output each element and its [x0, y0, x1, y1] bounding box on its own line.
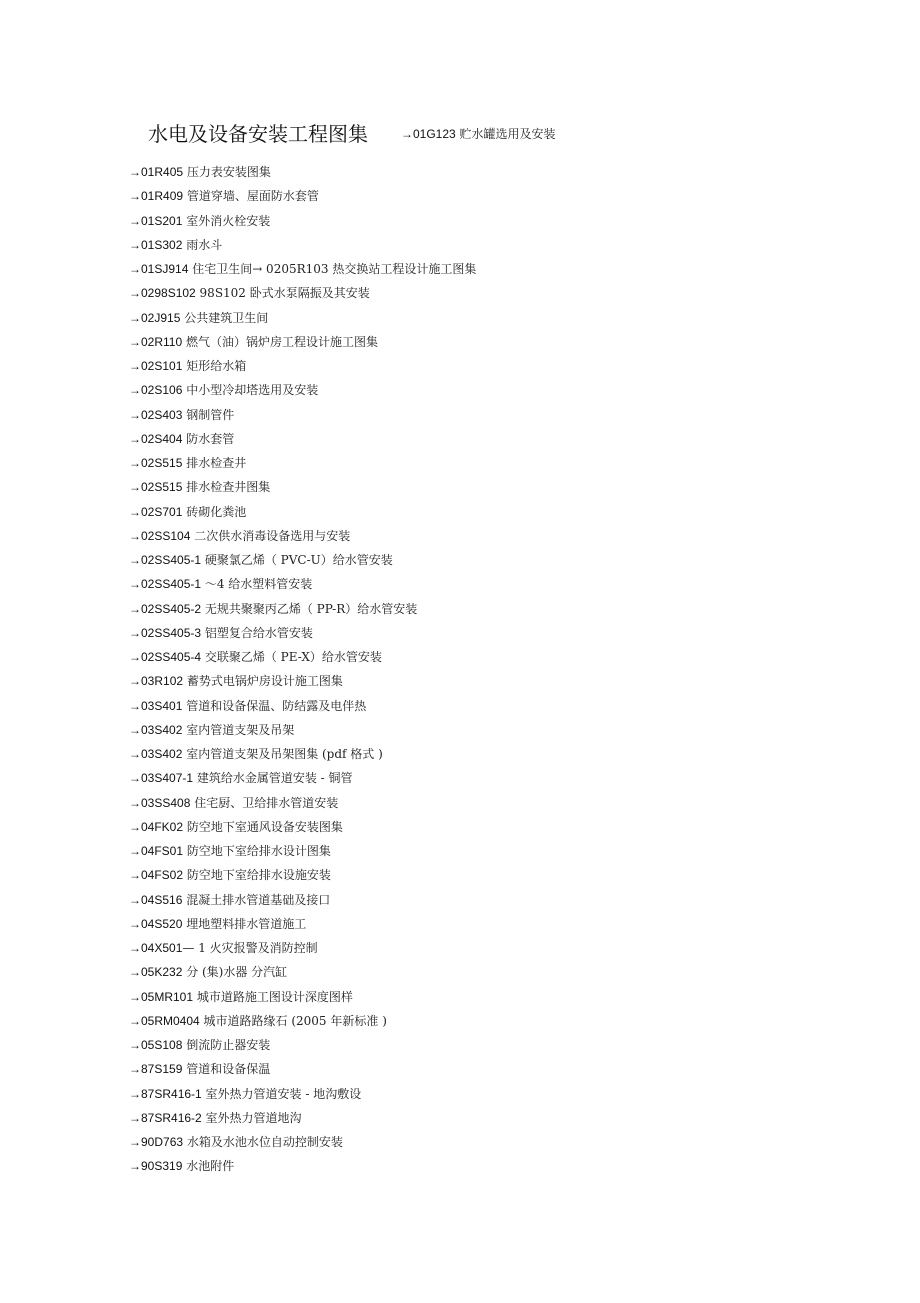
item-description: 建筑给水金属管道安装 - 铜管	[193, 771, 353, 786]
item-code: →03S407-1	[129, 771, 194, 786]
list-item	[129, 524, 849, 548]
item-description: 城市道路路缘石 (2005 年新标准 )	[199, 1013, 387, 1028]
item-code: →02SS405-3	[129, 625, 202, 640]
item-description: 水池附件	[182, 1159, 235, 1174]
item-description: 城市道路施工图设计深度图样	[193, 989, 353, 1004]
item-description: 铝塑复合给水管安装	[201, 625, 313, 640]
list-item	[129, 1082, 849, 1106]
list-item	[129, 839, 849, 863]
list-item	[129, 209, 849, 233]
page-title: 水电及设备安装工程图集	[148, 122, 368, 146]
item-description: 防水套管	[182, 431, 235, 446]
list-item	[129, 766, 849, 790]
list-item	[129, 1009, 849, 1033]
list-item	[129, 742, 849, 766]
item-code: →04S520	[129, 916, 183, 931]
list-item	[129, 863, 849, 887]
item-description: 倒流防止器安装	[182, 1038, 271, 1052]
list-item	[129, 888, 849, 912]
item-description: 中小型冷却塔选用及安装	[182, 383, 319, 398]
item-description: 防空地下室通风设备安装图集	[183, 819, 343, 834]
item-code: →02SS405-1	[129, 577, 202, 592]
item-code: →03R102	[129, 674, 184, 689]
list-item	[129, 500, 849, 524]
item-description: 无规共聚聚丙乙烯（ PP-R）给水管安装	[201, 601, 418, 616]
item-description: 砖砌化粪池	[182, 504, 247, 519]
item-code: →02SS405-4	[129, 650, 202, 664]
list-item	[129, 257, 849, 281]
item-description: 燃气（油）锅炉房工程设计施工图集	[182, 334, 378, 349]
list-item	[129, 1033, 849, 1057]
item-code: →01G123	[401, 127, 456, 141]
list-item	[129, 694, 849, 718]
item-description: 二次供水消毒设备选用与安装	[190, 528, 351, 543]
item-description: 管道和设备保温	[182, 1062, 271, 1077]
list-item	[129, 960, 849, 984]
list-item	[401, 125, 556, 142]
list-item	[129, 1106, 849, 1130]
item-description: 硬聚氯乙烯（ PVC-U）给水管安装	[201, 553, 393, 567]
list-item	[129, 281, 849, 305]
list-item	[129, 815, 849, 839]
item-code: →03SS408	[129, 795, 191, 810]
item-code: →01R405	[129, 165, 184, 179]
item-code: →02SS405-2	[129, 601, 202, 616]
item-code: →02S701	[129, 504, 183, 519]
item-code: →01S302	[129, 237, 183, 252]
item-code: →02R110	[129, 334, 183, 349]
item-code: →03S402	[129, 722, 183, 737]
item-description: 雨水斗	[182, 237, 223, 252]
list-item	[129, 985, 849, 1009]
item-description: — 1 火灾报警及消防控制	[182, 941, 318, 955]
list-item	[129, 936, 849, 960]
item-description: 防空地下室给排水设施安装	[183, 868, 331, 883]
item-description: 混凝土排水管道基础及接口	[182, 892, 331, 907]
item-description: 贮水罐选用及安装	[455, 127, 556, 141]
item-description: 水箱及水池水位自动控制安装	[183, 1135, 343, 1149]
list-item	[129, 548, 849, 572]
item-code: →02S404	[129, 431, 183, 446]
item-description: 防空地下室给排水设计图集	[183, 844, 331, 858]
item-description: 室内管道支架及吊架	[182, 722, 295, 737]
list-item	[129, 160, 849, 184]
list-item	[129, 403, 849, 427]
item-code: →03S402	[129, 747, 183, 761]
item-description: 室外消火栓安装	[182, 213, 271, 228]
item-description: 住宅厨、卫给排水管道安装	[190, 795, 339, 810]
item-code: →05S108	[129, 1038, 183, 1052]
list-item	[129, 354, 849, 378]
item-code: →05K232	[129, 965, 183, 980]
item-code: →90D763	[129, 1135, 184, 1149]
item-code: →02J915	[129, 310, 181, 325]
list-item	[129, 451, 849, 475]
item-description: 埋地塑料排水管道施工	[182, 916, 307, 931]
item-description: 室外热力管道地沟	[201, 1110, 302, 1125]
list-item	[129, 1130, 849, 1154]
item-code: →03S401	[129, 698, 183, 713]
item-description: 管道和设备保温、防结露及电伴热	[182, 698, 367, 713]
list-item	[129, 791, 849, 815]
list-item	[129, 184, 849, 208]
list-item	[129, 427, 849, 451]
item-description: 室外热力管道安装 - 地沟敷设	[201, 1086, 362, 1101]
item-description: 住宅卫生间→ 0205R103 热交换站工程设计施工图集	[188, 262, 477, 276]
item-code: →02S106	[129, 383, 183, 398]
item-description: 管道穿墙、屋面防水套管	[183, 189, 319, 204]
list-item	[129, 1154, 849, 1178]
item-code: →02S101	[129, 359, 183, 373]
item-code: →04FS02	[129, 868, 184, 883]
item-code: →05RM0404	[129, 1013, 200, 1028]
list-item	[129, 621, 849, 645]
item-code: →02S403	[129, 407, 183, 422]
document-header	[148, 118, 848, 148]
item-description: 交联聚乙烯（ PE-X）给水管安装	[201, 650, 382, 664]
item-code: →01R409	[129, 189, 184, 204]
item-code: →04FS01	[129, 844, 184, 858]
item-description: 排水检查井图集	[182, 480, 271, 495]
item-description: 压力表安装图集	[183, 165, 271, 179]
list-item	[129, 669, 849, 693]
item-description: 公共建筑卫生间	[180, 310, 269, 325]
list-item	[129, 718, 849, 742]
item-code: →0298S102	[129, 286, 196, 301]
item-code: →02SS405-1	[129, 553, 202, 567]
item-code: →87SR416-2	[129, 1110, 202, 1125]
list-item	[129, 306, 849, 330]
list-item	[129, 475, 849, 499]
item-code: →04S516	[129, 892, 183, 907]
item-description: 室内管道支架及吊架图集 (pdf 格式 )	[182, 747, 383, 761]
list-item	[129, 1057, 849, 1081]
item-code: →02S515	[129, 480, 183, 495]
item-code: →02S515	[129, 456, 183, 470]
item-code: →90S319	[129, 1159, 183, 1174]
item-description: 排水检查井	[182, 456, 247, 470]
item-code: →04FK02	[129, 819, 184, 834]
item-description: 钢制管件	[182, 407, 235, 422]
item-code: →87S159	[129, 1062, 183, 1077]
list-item	[129, 597, 849, 621]
list-item	[129, 233, 849, 257]
list-item	[129, 912, 849, 936]
item-description: 蓄势式电锅炉房设计施工图集	[183, 674, 343, 689]
item-description: ～4 给水塑料管安装	[201, 577, 313, 592]
item-description: 矩形给水箱	[182, 359, 247, 373]
item-code: →05MR101	[129, 989, 194, 1004]
list-item	[129, 330, 849, 354]
list-item	[129, 645, 849, 669]
item-description: 98S102 卧式水泵隔振及其安装	[195, 286, 370, 301]
item-code: →01S201	[129, 213, 183, 228]
item-code: →02SS104	[129, 528, 191, 543]
item-description: 分 (集)水器 分汽缸	[182, 965, 288, 980]
item-code: →87SR416-1	[129, 1086, 202, 1101]
list-item	[129, 572, 849, 596]
atlas-list	[129, 160, 849, 1179]
list-item	[129, 378, 849, 402]
item-code: →01SJ914	[129, 262, 189, 276]
item-code: →04X501	[129, 941, 183, 955]
